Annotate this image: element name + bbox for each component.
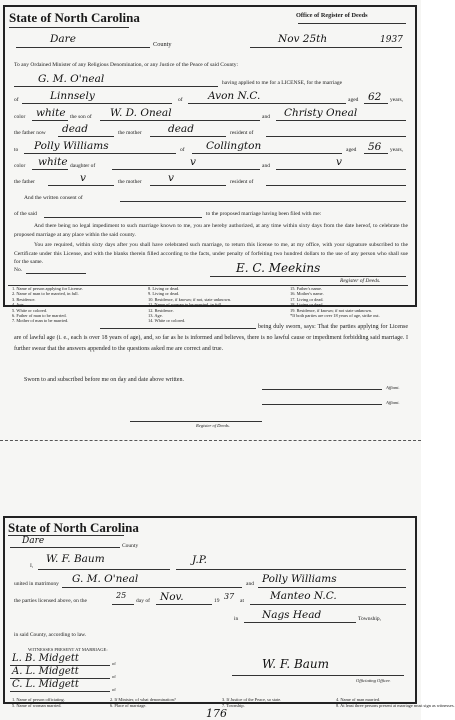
bride-place: Collington <box>206 140 262 152</box>
groom-father: W. D. Oneal <box>110 107 172 119</box>
license-legend-col1 <box>12 286 83 324</box>
license-legend-col2 <box>148 286 231 324</box>
certificate-legend-row1 <box>222 697 281 702</box>
license-legend-col2-item: 14. White or colored. <box>148 318 186 324</box>
license-legend-col1-item: 2. Name of man to be married, in full. <box>12 291 79 297</box>
license-legend-col3-item: 15. Father's name. <box>290 286 323 291</box>
certificate-legend-row1 <box>110 697 176 702</box>
certificate-legend-row2 <box>110 703 146 708</box>
officiant-title: J.P. <box>192 554 208 566</box>
certificate-legend-row1-item: 2. If Minister, of what denomination? <box>110 697 176 702</box>
certificate-legend-row1-item: 3. If Justice of the Peace, so state. <box>222 697 282 702</box>
license-county-value: Dare <box>50 33 76 45</box>
license-legend-col3-item: 16. Mother's name. <box>290 291 324 297</box>
groom-color: white <box>36 107 66 119</box>
certificate-legend-row2 <box>222 703 245 708</box>
witness-2: A. L. Midgett <box>12 666 79 677</box>
certificate-legend-row2-item: 8. At least three persons present at marriage must sign as witnesses. <box>336 703 455 708</box>
license-year: 1937 <box>380 35 403 45</box>
certificate-legend-row1-item: 4. Name of man married. <box>336 697 381 702</box>
groom-parent-surname: Linnsely <box>50 90 95 102</box>
register-signature: E. C. Meekins <box>236 261 321 275</box>
officiant-name: W. F. Baum <box>46 553 105 565</box>
certificate-state-title: State of North Carolina <box>8 520 139 535</box>
license-county-label: County <box>153 41 172 48</box>
license-legend-col3-item: 19. Residence, if known; if not state unknown. <box>290 307 372 313</box>
certificate-month: Nov. <box>160 591 184 603</box>
certificate-legend-row2 <box>336 703 455 708</box>
certificate-legend-row1 <box>12 697 65 702</box>
license-legend-col1-item: 5. White or colored. <box>12 307 48 313</box>
groom-father-status: dead <box>62 123 88 135</box>
license-legend-col1-item: 6. Father of man to be married. <box>12 313 67 319</box>
license-legend-col1-item: 7. Mother of man to be married. <box>12 318 69 324</box>
license-legend-col1-item: 3. Residence. <box>12 296 36 302</box>
bride-name: Polly Williams <box>34 140 109 152</box>
license-legend-col3-item: 17. Living or dead. <box>290 296 324 302</box>
license-legend-col2-item: 11. Name of woman to be married, in full. <box>148 302 223 308</box>
bride-age: 56 <box>368 141 382 153</box>
license-legend-col3 <box>290 286 380 318</box>
license-paragraph-2: You are required, within sixty days after you shall have celebrated such marriage, to return this license to me, at my office, with your signature subscribed to the Certificate under this License, and with the blanks therein filled according to the facts, under penalty of forfeiting two hundred dollars to the use of any person who shall sue for the same. <box>14 242 408 266</box>
witness-1: L. B. Midgett <box>12 653 79 664</box>
license-office: Office of Register of Deeds <box>296 12 368 19</box>
license-paragraph-1: And there being no legal impediment to such marriage known to me, you are hereby authorized, at any time within sixty days from the date hereof, to celebrate the proposed marriage at any place within the said county. <box>14 223 408 238</box>
affidavit-text: being duly sworn, says: That the parties applying for License are of lawful age (i. e., each is over 18 years of age), and, so far as he is informed and believes, there is no lawful cause or impediment forbidding said marriage. I further swear that the answers appended to the questions asked me are correct and true. <box>14 324 408 352</box>
license-legend-col1-item: 4. Age. <box>12 302 25 308</box>
certificate-legend-row2-item: 6. Place of marriage. <box>110 703 147 708</box>
applied-text: having applied to me for a LICENSE, for the marriage <box>222 80 343 86</box>
certificate-legend-row2 <box>12 703 62 708</box>
affidavit-subscribed: Sworn to and subscribed before me on day and date above written. <box>24 377 184 383</box>
license-legend-col1-item: 1. Name of person applying for License. <box>12 286 83 291</box>
witness-3: C. L. Midgett <box>12 679 79 690</box>
certificate-day: 25 <box>116 591 127 600</box>
license-legend-col2-item: 8. Living or dead. <box>148 286 180 291</box>
groom-age: 62 <box>368 91 382 103</box>
certificate-legend-row2-item: 7. Township. <box>222 703 245 708</box>
license-legend-col3-item: 18. Living or dead. <box>290 302 324 308</box>
certificate-county-value: Dare <box>22 536 45 546</box>
license-address-line: To any Ordained Minister of any Religious Denomination, or any Justice of the Peace of said County: <box>14 62 238 68</box>
officiant-signature: W. F. Baum <box>262 657 330 671</box>
groom-mother-status: dead <box>168 123 194 135</box>
certificate-place: Manteo N.C. <box>270 590 337 602</box>
license-date: Nov 25th <box>278 33 328 45</box>
certificate-township: Nags Head <box>262 609 322 621</box>
license-legend-col2-item: 9. Living or dead. <box>148 291 180 297</box>
marriage-license-document: State of North Carolina Office of Register of Deeds Dare County Nov 25th 1937 To any Ordained Minister of any Religious Denomination, or any Justice of the Peace of said County: G. M. O'neal having applied to me for a LICENSE, for the marriage of Linnsely of Avon N.C. aged 62 years, color white the son of W. D. Oneal and Christy Oneal the father now dead the mother dead resident of to Polly Williams of Collington aged 56 years, color white daughter of v and v the father v the mother v resident of And the written consent of of the said to the proposed marriage having been filed with me: And there being no legal impediment to such marriage known to me, you are hereby authorized, at any time within sixty days from the date hereof, to celebrate the proposed marriage at any place within the said county. You are required, within sixty days after you shall have celebrated such marriage, to return this license to me, at my office, with your signature subscribed to the Certificate under this License, and with the blanks therein filled according to the facts, under penalty of forfeiting two hundred dollars to the use of any person who shall sue for the same. No. E. C. Meekins Register of Deeds. being duly sworn, says: That the parties applying for License are of lawful age (i. e., each is over 18 years of age), and, so far as he is informed and believes, there is no lawful cause or impediment forbidding said marriage. I further swear that the answers appended to the questions asked me are correct and true. Sworn to and subscribed before me on day and date above written. Affiant. Affiant. Register of Deeds. State of North Carolina Dare County I, W. F. Baum J.P. united in matrimony G. M. O'neal and Polly Williams the parties licensed above, on the 25 day of Nov. 19 37 at Manteo N.C. in Nags Head Township, in said County, according to law. WITNESSES PRESENT AT MARRIAGE: L. B. Midgett of A. L. Midgett of C. L. Midgett of W. F. Baum Officiating Officer. 176 1. Name of person applying for License. 2. Name of man to be married, in full. 3. Residence. 4. Age. 5. White or colored. 6. Father of man to be married. 7. Mother of man to be married. 8. Living or dead. 9. Living or dead. 10. Residence, if known; if not, state unknown. 11. Name of woman to be married, in full. 12. Residence. 13. Age. 14. White or colored. 15. Father's name. 16. Mother's name. 17. Living or dead. 18. Living or dead. 19. Residence, if known; if not state unknown. *If both parties are over 18 years of age, strike out. 1. Name of person officiating. 2. If Minister, of what denomination? 3. If Justice of the Peace, so state. 4. Name of man married. 5. Name of woman married. 6. Place of marriage. 7. Township. 8. At least three persons present at marriage must sign as witnesses. <box>0 0 421 720</box>
certificate-legend-row1-item: 1. Name of person officiating. <box>12 697 65 702</box>
certificate-year: 37 <box>224 592 235 601</box>
license-legend-col2-item: 10. Residence, if known; if not, state unknown. <box>148 296 232 302</box>
groom-name: G. M. O'neal <box>38 73 105 85</box>
license-legend-col2-item: 13. Age. <box>148 313 163 319</box>
certificate-legend-row2-item: 5. Name of woman married. <box>12 703 62 708</box>
license-legend-col3-item: *If both parties are over 18 years of age, strike out. <box>290 313 380 319</box>
bride-color: white <box>38 156 68 168</box>
groom-mother: Christy Oneal <box>284 107 358 119</box>
bottom-number: 176 <box>206 707 227 720</box>
certificate-legend-row1 <box>336 697 380 702</box>
license-state-title: State of North Carolina <box>9 10 140 25</box>
groom-place: Avon N.C. <box>208 90 261 102</box>
certificate-bride: Polly Williams <box>262 573 337 585</box>
license-legend-col2-item: 12. Residence. <box>148 307 174 313</box>
certificate-groom: G. M. O'neal <box>72 573 139 585</box>
